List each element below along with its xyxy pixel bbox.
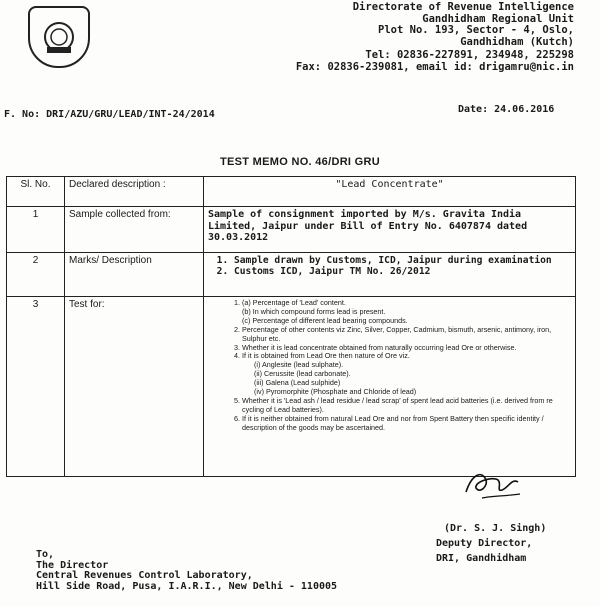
marks-list — [208, 255, 571, 277]
test-subitem: (iii) Galena (Lead sulphide) — [254, 378, 341, 388]
test-subitem: (ii) Cerussite (lead carbonate). — [254, 369, 351, 379]
list-item — [242, 299, 571, 326]
test-subitem: (i) Anglesite (lead sulphate). — [254, 360, 344, 370]
test-memo-table — [6, 176, 576, 477]
memo-title: TEST MEMO NO. 46/DRI GRU — [220, 156, 380, 168]
label-cell: Marks/ Description — [65, 253, 204, 297]
serial-cell: 1 — [7, 207, 65, 253]
recipient-line: Hill Side Road, Pusa, I.A.R.I., New Delhi - 110005 — [36, 580, 338, 592]
list-item: 6. If it is neither obtained from natural Lead Ore and nor from Spent Battery then specific identity / description of the goods may be ascertained. — [242, 415, 571, 433]
signatory-block — [436, 521, 546, 566]
value-cell: "Lead Concentrate" — [204, 177, 576, 207]
value-cell — [204, 253, 576, 297]
list-item: 5. Whether it is 'Lead ash / lead residue / lead scrap' of spent lead acid batteries (i.e. derived from re cycling of Lead batteries). — [242, 397, 571, 415]
signatory-name: (Dr. S. J. Singh) — [444, 523, 547, 534]
test-item-text: 1. (a) Percentage of 'Lead' content. — [242, 298, 346, 307]
recipient-line: The Director — [36, 559, 109, 571]
unit-name: Gandhidham Regional Unit — [422, 12, 574, 25]
table-row — [7, 297, 576, 477]
memo-date: Date: 24.06.2016 — [458, 104, 555, 115]
list-item: 3. Whether it is lead concentrate obtained from naturally occurring lead Ore or otherwise. — [242, 344, 571, 353]
recipient-to: To, — [36, 549, 55, 560]
list-item: 2. Percentage of other contents viz Zinc, Silver, Copper, Cadmium, bismuth, arsenic, antimony, iron, Sulphur etc. — [242, 326, 571, 344]
test-subitem: (b) In which compound forms lead is present. — [242, 306, 386, 316]
tests-list — [208, 299, 571, 433]
serial-cell: 3 — [7, 297, 65, 477]
office-name: Directorate of Revenue Intelligence — [352, 1, 574, 13]
list-item: 1. Sample drawn by Customs, ICD, Jaipur during examination — [234, 255, 571, 266]
file-number: F. No: DRI/AZU/GRU/LEAD/INT-24/2014 — [4, 109, 215, 120]
label-cell: Declared description : — [65, 177, 204, 207]
table-row — [7, 207, 576, 253]
table-row — [7, 177, 576, 207]
dri-emblem-logo — [28, 6, 90, 68]
signatory-office: DRI, Gandhidham — [436, 553, 527, 564]
value-cell: Sample of consignment imported by M/s. Gravita India Limited, Jaipur under Bill of Entry No. 6407874 dated 30.03.2012 — [204, 207, 576, 253]
serial-cell: 2 — [7, 253, 65, 297]
letterhead — [296, 2, 574, 74]
test-item-text: 4. If it is obtained from Lead Ore then nature of Ore viz. — [242, 351, 410, 361]
table-row — [7, 253, 576, 297]
telephone: Tel: 02836-227891, 234948, 225298 — [365, 49, 574, 62]
label-cell: Test for: — [65, 297, 204, 477]
address-line-1: Plot No. 193, Sector - 4, Oslo, — [378, 24, 574, 37]
label-cell: Sample collected from: — [65, 207, 204, 253]
serial-cell: Sl. No. — [7, 177, 65, 207]
test-subitem: (iv) Pyromorphite (Phosphate and Chloride of lead) — [254, 387, 417, 397]
recipient-address — [36, 550, 337, 592]
list-item: 2. Customs ICD, Jaipur TM No. 26/2012 — [234, 266, 571, 277]
signatory-designation: Deputy Director, — [436, 538, 533, 549]
fax-email: Fax: 02836-239081, email id: drigamru@nic.in — [295, 60, 574, 73]
test-subitem: (c) Percentage of different lead bearing compounds. — [242, 315, 408, 325]
recipient-line: Central Revenues Control Laboratory, — [36, 570, 253, 581]
list-item — [242, 352, 571, 397]
emblem-icon — [39, 17, 79, 57]
address-line-2: Gandhidham (Kutch) — [460, 35, 574, 48]
value-cell — [204, 297, 576, 477]
handwritten-signature — [462, 466, 532, 504]
